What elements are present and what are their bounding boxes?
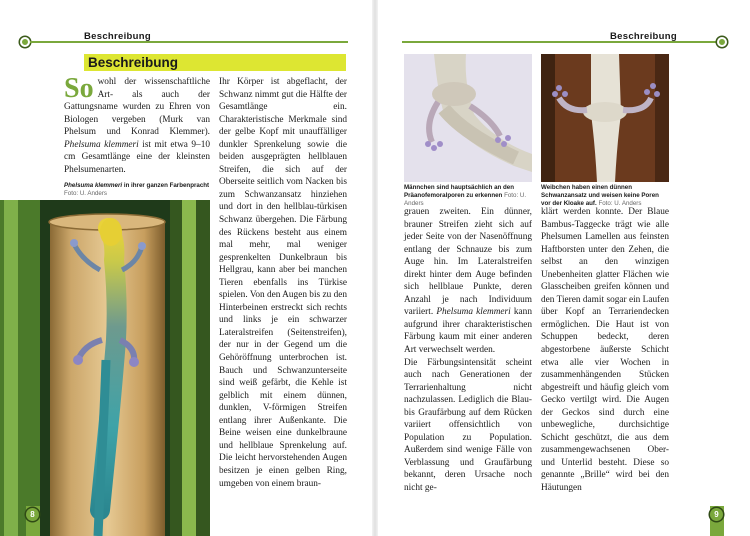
right-body-column-1 [404, 206, 532, 495]
gecko-on-bamboo-photo [0, 200, 210, 536]
female-gecko-underside-photo [541, 54, 669, 182]
drop-cap: So [64, 73, 94, 104]
left-body-column: Ihr Körper ist abgeflacht, der Schwanz nimmt gut die Hälfte der Gesamtlänge ein. Charakteristische Merkmale sind der gelbe Kopf mit unauffälliger dunkler Sprenkelung sowie die beiden ausgeprägten hellblauen Streifen, die sich auf der Oberseite seitlich vom Nacken bis zum Schwanzansatz hinziehen und dort in den hellblau-türkisen Schwanz übergehen. Die Färbung des Rückens besteht aus einem mal mehr, mal weniger gesprenkelten Dunkelbraun bis Hellgrau, kann aber bei manchen Tieren ebenfalls ins Türkise spielen. Von den Augen bis zu den Hinterbeinen erstreckt sich rechts und links je ein schwarzer Lateralstreifen (Seitenstreifen), der nur in der Gegend um die Gehöröffnung unterbrochen ist. Bauch und Schwanzunterseite sind weiß gefärbt, die Kehle ist gelblich mit einem dünnen, dunklen, V-förmigen Streifen entlang ihrer Außenkante. Die Beine weisen eine dunkelbraune und hellblaue Sprenkelung auf. Die leicht hervorstehenden Augen besitzen je einen gelben Ring, umgeben von einem braun- [219, 77, 347, 489]
page-number-right: 9 [710, 508, 723, 521]
header-dot-left [20, 37, 30, 47]
page-gutter [372, 0, 378, 536]
male-gecko-underside-illustration [404, 54, 532, 182]
female-gecko-caption-text: Weibchen haben einen dünnen Schwanzansatz und weisen keine Poren vor der Kloake auf. [541, 184, 659, 207]
male-gecko-caption [404, 184, 532, 208]
header-dot-right [717, 37, 727, 47]
col3-species-name: Phelsuma klemmeri [436, 307, 511, 318]
male-gecko-caption-credit: Foto: U. Anders [404, 192, 527, 207]
col3-text-b: kann aufgrund ihrer charakteristischen Färbung kaum mit einer anderen Art verwechselt werden. [404, 307, 532, 356]
intro-text: wohl der wissenschaftliche Art- als auch der Gattungsname wurden zu Ehren von Biologen vergeben (Murk van Phelsum und Konrad Klemmer). [64, 77, 210, 138]
header-rule-left [30, 41, 348, 43]
male-gecko-underside-photo [404, 54, 532, 182]
intro-paragraph [64, 73, 210, 176]
caption-text: in ihrer ganzen Farbenpracht [122, 182, 210, 189]
female-gecko-caption-credit: Foto: U. Anders [596, 200, 642, 207]
caption-species-name: Phelsuma klemmeri [64, 182, 123, 189]
gecko-on-bamboo-illustration [0, 200, 210, 536]
female-gecko-caption [541, 184, 669, 208]
col3-text-a: grauen zweiten. Ein dünner, brauner Streifen zieht sich auf jeder Seite von der Nasenöffnung entlang der Schnauze bis zum Auge hin. Im Lateralstreifen direkt hinter dem Auge befinden sich hellblaue Punkte, deren Anzahl je nach Individuum variiert. [404, 207, 532, 318]
right-column-1-paragraph-2: Die Färbungsintensität scheint auch nach Generationen der Terrarienhaltung nicht nachzulassen. Lediglich die Blau- bis Graufärbung auf dem Rücken variiert offensichtlich von Population zu Population. Außerdem sind wenige Fälle von Verblassung und Graufärbung bekannt, deren Ursache noch nicht ge- [404, 357, 532, 494]
female-gecko-underside-illustration [541, 54, 669, 182]
running-header-left: Beschreibung [84, 31, 151, 42]
left-photo-caption [64, 182, 210, 198]
intro-species-name: Phelsuma klemmeri [64, 139, 139, 150]
section-title: Beschreibung [88, 55, 179, 70]
right-body-column-2: klärt werden konnte. Der Blaue Bambus-Taggecke trägt wie alle Phelsumen Lamellen aus feinsten Haftborsten unter den Zehen, die selbst an den winzigen Unebenheiten glatter Flächen wie Glasscheiben greifen können und den Tieren damit sogar ein Laufen über Kopf an Terrariendecken ermöglichen. Die Haut ist von Schuppen bedeckt, deren abgestorbene äußerste Schicht etwa alle vier Wochen in zusammenhängenden Stücken abgestreift und häufig gleich vom Gecko vertilgt wird. Die Augen der Geckos sind durch eine unbewegliche, durchsichtige Schicht geschützt, die aus dem zusammengewachsenen Ober- und Unterlid besteht. Diese so genannte „Brille“ wird bei den Häutungen [541, 207, 669, 494]
male-gecko-caption-text: Männchen sind hauptsächlich an den Präanofemoralporen zu erkennen [404, 184, 515, 199]
page-number-left: 8 [26, 508, 39, 521]
intro-text-end: ist mit etwa 9–10 cm Gesamtlänge eine der kleinsten Phelsumenarten. [64, 139, 210, 175]
caption-credit: Foto: U. Anders [64, 190, 107, 197]
right-column-1-paragraph-1 [404, 206, 532, 357]
running-header-right: Beschreibung [610, 31, 677, 42]
